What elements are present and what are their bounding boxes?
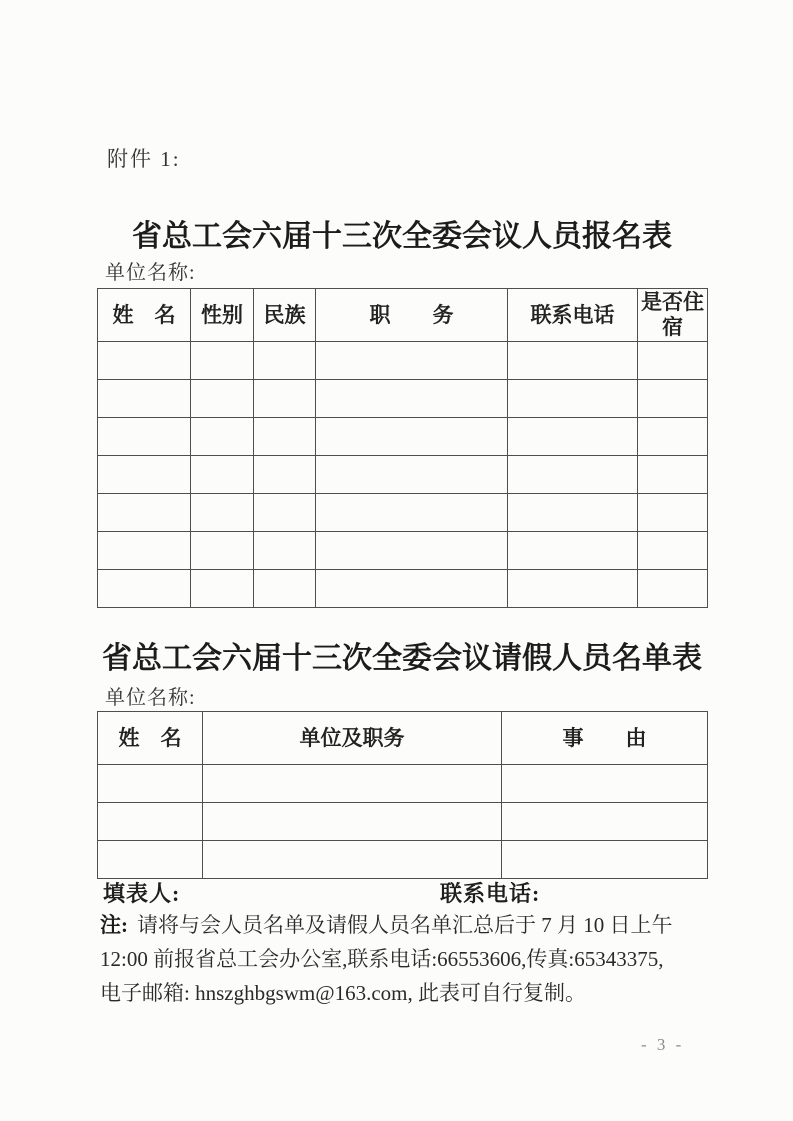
empty-cell [191, 532, 254, 570]
empty-cell [508, 494, 638, 532]
empty-cell [191, 456, 254, 494]
empty-cell [191, 342, 254, 380]
empty-cell [254, 494, 316, 532]
column-header-reason: 事 由 [502, 712, 708, 765]
empty-cell [191, 418, 254, 456]
empty-table-row [98, 841, 708, 879]
empty-cell [203, 803, 502, 841]
empty-cell [508, 532, 638, 570]
empty-cell [638, 532, 708, 570]
column-header-gender: 性别 [191, 289, 254, 342]
empty-cell [638, 418, 708, 456]
empty-cell [502, 803, 708, 841]
empty-cell [254, 342, 316, 380]
empty-table-row [98, 494, 708, 532]
empty-cell [638, 494, 708, 532]
column-header-name: 姓 名 [98, 289, 191, 342]
column-header-unit-position: 单位及职务 [203, 712, 502, 765]
empty-cell [254, 570, 316, 608]
empty-cell [638, 380, 708, 418]
contact-phone-label: 联系电话: [440, 881, 541, 906]
registration-table-body [98, 342, 708, 608]
column-header-ethnicity: 民族 [254, 289, 316, 342]
column-header-phone: 联系电话 [508, 289, 638, 342]
empty-cell [638, 456, 708, 494]
page-number: - 3 - [641, 1035, 685, 1054]
leave-form-title: 省总工会六届十三次全委会议请假人员名单表 [102, 642, 702, 675]
note-line [100, 908, 712, 942]
empty-cell [98, 841, 203, 879]
leave-table-header-row [98, 712, 708, 765]
registration-table-header-row [98, 289, 708, 342]
form-filler-label: 填表人: [103, 881, 181, 906]
empty-cell [98, 380, 191, 418]
empty-cell [98, 765, 203, 803]
empty-cell [98, 570, 191, 608]
empty-table-row [98, 418, 708, 456]
empty-table-row [98, 803, 708, 841]
empty-cell [316, 494, 508, 532]
empty-cell [316, 380, 508, 418]
empty-cell [316, 570, 508, 608]
empty-cell [502, 841, 708, 879]
empty-cell [316, 532, 508, 570]
empty-table-row [98, 765, 708, 803]
empty-cell [508, 380, 638, 418]
column-header-position: 职 务 [316, 289, 508, 342]
empty-cell [98, 456, 191, 494]
empty-cell [254, 456, 316, 494]
empty-cell [98, 532, 191, 570]
empty-table-row [98, 342, 708, 380]
empty-cell [508, 342, 638, 380]
empty-cell [508, 570, 638, 608]
empty-cell [508, 418, 638, 456]
empty-cell [98, 418, 191, 456]
column-header-name: 姓 名 [98, 712, 203, 765]
empty-cell [254, 380, 316, 418]
column-header-lodging: 是否住宿 [638, 289, 708, 342]
empty-table-row [98, 532, 708, 570]
empty-table-row [98, 456, 708, 494]
note-text: 请将与会人员名单及请假人员名单汇总后于 7 月 10 日上午 [137, 913, 673, 937]
note-label: 注: [100, 913, 128, 937]
empty-cell [98, 342, 191, 380]
empty-cell [203, 765, 502, 803]
note-line: 电子邮箱: hnszghbgswm@163.com, 此表可自行复制。 [100, 981, 586, 1005]
footer-labels-row [0, 877, 793, 906]
empty-cell [638, 570, 708, 608]
empty-cell [98, 803, 203, 841]
unit-name-label-registration: 单位名称: [105, 262, 196, 284]
empty-cell [502, 765, 708, 803]
empty-cell [98, 494, 191, 532]
leave-table-body [98, 765, 708, 879]
empty-cell [191, 570, 254, 608]
registration-form-title: 省总工会六届十三次全委会议人员报名表 [132, 220, 672, 253]
unit-name-label-leave: 单位名称: [105, 687, 196, 709]
empty-table-row [98, 380, 708, 418]
note-line: 12:00 前报省总工会办公室,联系电话:66553606,传真:65343375, [100, 947, 664, 971]
leave-table [97, 711, 708, 879]
empty-cell [191, 380, 254, 418]
empty-cell [191, 494, 254, 532]
note-paragraph [100, 908, 712, 1010]
empty-table-row [98, 570, 708, 608]
registration-table [97, 288, 708, 608]
empty-cell [638, 342, 708, 380]
attachment-label: 附件 1: [107, 147, 181, 171]
empty-cell [508, 456, 638, 494]
empty-cell [316, 342, 508, 380]
empty-cell [254, 532, 316, 570]
empty-cell [316, 456, 508, 494]
empty-cell [203, 841, 502, 879]
empty-cell [254, 418, 316, 456]
empty-cell [316, 418, 508, 456]
